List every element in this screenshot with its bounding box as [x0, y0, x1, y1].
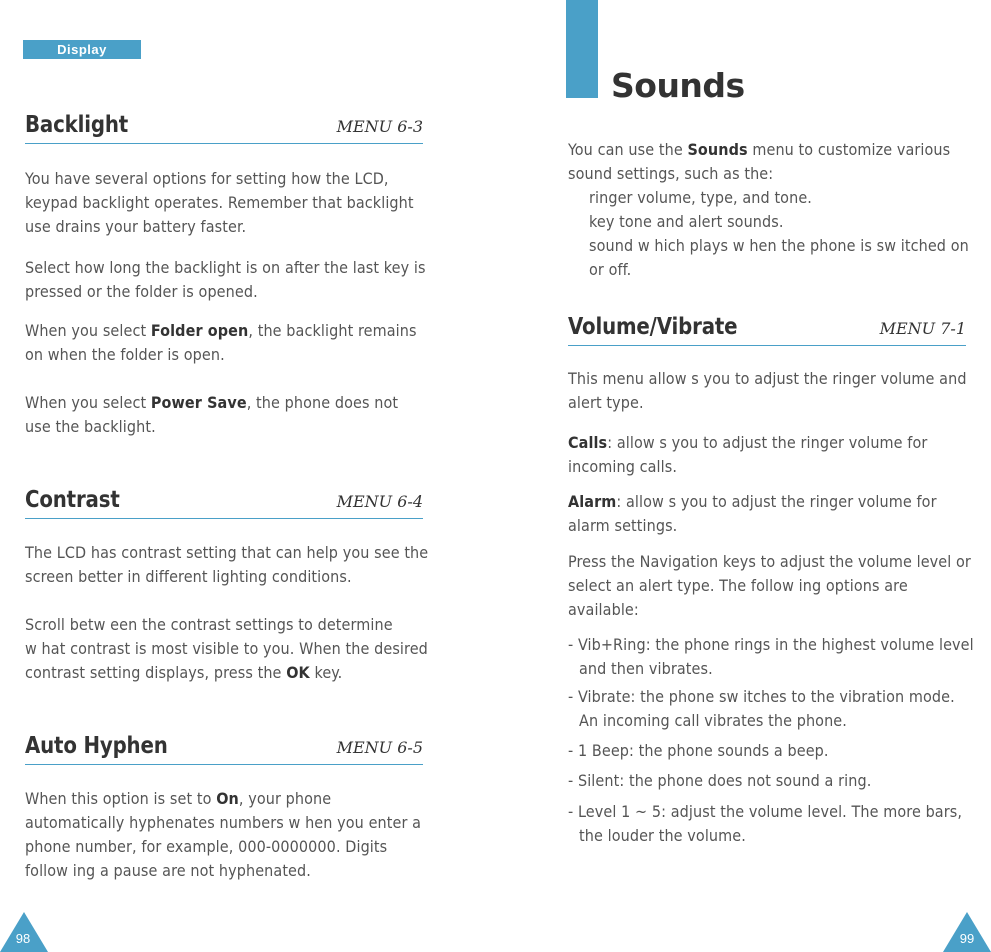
backlight-paragraph-4: When you select Power Save, the phone does not use the backlight.: [25, 393, 399, 436]
sounds-intro: You can use the Sounds menu to customize various sound settings, such as the: ringer volume, type, and tone. key tone and alert sounds. sound w hich plays w hen the phone is sw itched on or off.: [568, 140, 969, 279]
volume-option-level: - Level 1 ~ 5: adjust the volume level. The more bars, the louder the volume.: [568, 802, 963, 845]
backlight-title: Backlight: [25, 112, 129, 138]
left-page: [0, 0, 495, 952]
contrast-heading: [25, 484, 423, 519]
volume-paragraph-1: This menu allow s you to adjust the ringer volume and alert type.: [568, 369, 967, 412]
volume-option-1-beep: - 1 Beep: the phone sounds a beep.: [568, 741, 829, 760]
backlight-menu-code: MENU 6-3: [336, 117, 423, 136]
volume-vibrate-menu-code: MENU 7-1: [879, 319, 966, 338]
volume-vibrate-title: Volume/Vibrate: [568, 314, 738, 340]
chapter-accent-bar: [566, 0, 598, 98]
volume-vibrate-heading: [568, 311, 966, 346]
page-number-right: 99: [959, 931, 975, 946]
chapter-title: Sounds: [611, 66, 745, 105]
page-number-left: 98: [15, 931, 31, 946]
right-page: [495, 0, 991, 952]
backlight-paragraph-2: Select how long the backlight is on after the last key is pressed or the folder is opened.: [25, 258, 426, 301]
volume-option-silent: - Silent: the phone does not sound a ring.: [568, 771, 872, 790]
auto-hyphen-menu-code: MENU 6-5: [336, 738, 423, 757]
volume-paragraph-4: Press the Navigation keys to adjust the volume level or select an alert type. The follow ing options are available:: [568, 552, 971, 619]
backlight-heading: [25, 109, 423, 144]
contrast-paragraph-1: The LCD has contrast setting that can help you see the screen better in different lighting conditions.: [25, 543, 429, 586]
auto-hyphen-title: Auto Hyphen: [25, 733, 168, 759]
backlight-paragraph-3: When you select Folder open, the backlight remains on when the folder is open.: [25, 321, 417, 364]
contrast-paragraph-2: Scroll betw een the contrast settings to determine w hat contrast is most visible to you. When the desired contrast setting displays, press the OK key.: [25, 615, 428, 682]
auto-hyphen-heading: [25, 730, 423, 765]
volume-calls-paragraph: Calls: allow s you to adjust the ringer volume for incoming calls.: [568, 433, 928, 476]
contrast-menu-code: MENU 6-4: [336, 492, 423, 511]
display-section-tab: Display: [23, 40, 141, 59]
volume-option-vib-ring: - Vib+Ring: the phone rings in the highest volume level and then vibrates.: [568, 635, 974, 678]
auto-hyphen-paragraph: When this option is set to On, your phone automatically hyphenates numbers w hen you enter a phone number, for example, 000-0000000. Digits follow ing a pause are not hyphenated.: [25, 789, 422, 880]
volume-alarm-paragraph: Alarm: allow s you to adjust the ringer volume for alarm settings.: [568, 492, 937, 535]
contrast-title: Contrast: [25, 487, 120, 513]
volume-option-vibrate: - Vibrate: the phone sw itches to the vibration mode. An incoming call vibrates the phone.: [568, 687, 955, 730]
backlight-paragraph-1: You have several options for setting how the LCD, keypad backlight operates. Remember that backlight use drains your battery faster.: [25, 169, 414, 236]
